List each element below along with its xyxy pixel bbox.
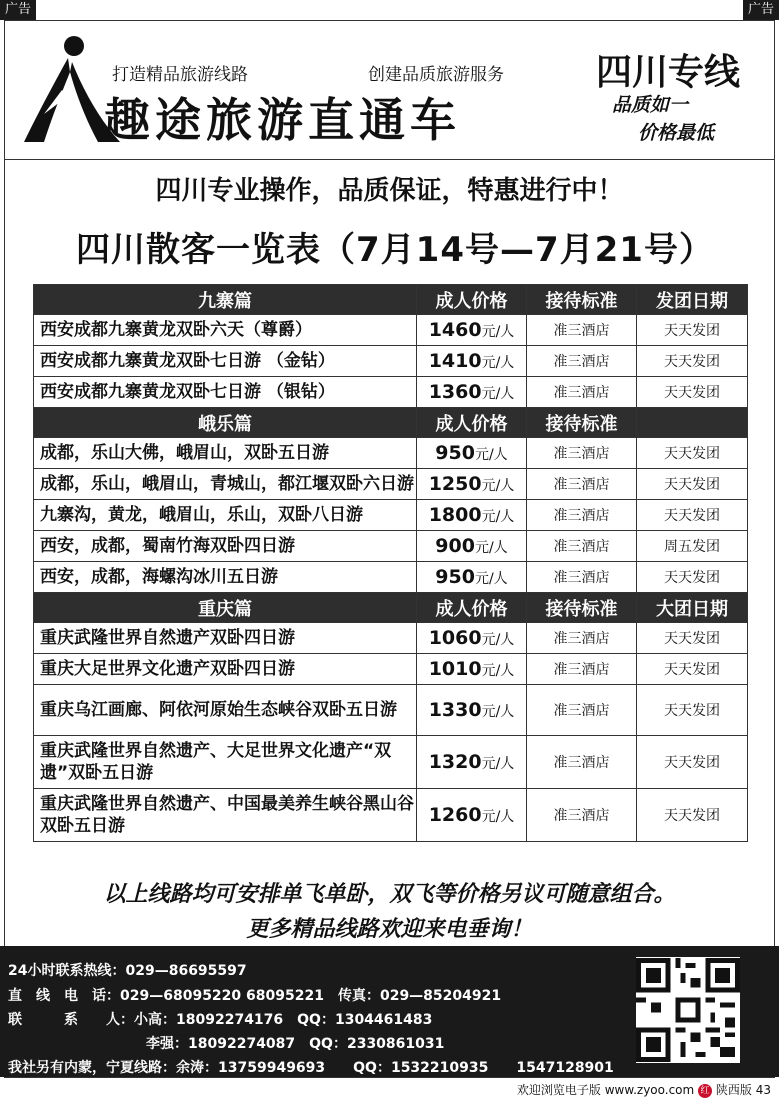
website-text: 欢迎浏览电子版 www.zyoo.com bbox=[516, 1083, 695, 1097]
departure-date: 天天发团 bbox=[637, 438, 748, 469]
brand-name: 趣途旅游直通车 bbox=[104, 93, 461, 147]
hotel-standard: 准三酒店 bbox=[527, 469, 637, 500]
page-title: 四川散客一览表（7月14号—7月21号） bbox=[76, 230, 714, 270]
slogan-1: 打造精品旅游线路 bbox=[112, 65, 248, 85]
price-value: 1330 bbox=[428, 699, 482, 721]
section-name: 峨乐篇 bbox=[34, 408, 417, 438]
table-row bbox=[34, 377, 748, 408]
qr-code-icon bbox=[636, 957, 740, 1063]
price-value: 900 bbox=[435, 535, 475, 557]
hotel-standard: 准三酒店 bbox=[527, 623, 637, 654]
table-row bbox=[34, 654, 748, 685]
col-standard-header: 接待标准 bbox=[527, 593, 637, 623]
price-value: 1460 bbox=[428, 319, 482, 341]
slogan-2: 创建品质旅游服务 bbox=[368, 65, 504, 85]
tour-table bbox=[33, 284, 748, 842]
price-value: 1060 bbox=[428, 627, 482, 649]
price-value: 950 bbox=[435, 566, 475, 588]
departure-date: 天天发团 bbox=[637, 469, 748, 500]
tour-price bbox=[417, 736, 527, 789]
price-unit: 元/人 bbox=[481, 663, 515, 679]
special-sub-2: 价格最低 bbox=[638, 122, 715, 144]
contact-xiaogao: 联 系 人：小高：18092274176 QQ：1304461483 bbox=[8, 1012, 433, 1028]
price-value: 1360 bbox=[428, 381, 482, 403]
departure-date: 天天发团 bbox=[637, 736, 748, 789]
note-combination: 以上线路均可安排单飞单卧，双飞等价格另议可随意组合。 bbox=[103, 882, 676, 907]
tour-name: 重庆乌江画廊、阿依河原始生态峡谷双卧五日游 bbox=[34, 685, 417, 736]
price-unit: 元/人 bbox=[481, 756, 515, 772]
departure-date: 天天发团 bbox=[637, 654, 748, 685]
col-price-header: 成人价格 bbox=[417, 408, 527, 438]
direct-phone: 直 线 电 话：029—68095220 68095221 传真：029—85204921 bbox=[8, 988, 502, 1004]
promo-banner: 四川专业操作，品质保证，特惠进行中！ bbox=[155, 176, 624, 206]
departure-date: 天天发团 bbox=[637, 346, 748, 377]
price-value: 1250 bbox=[428, 473, 482, 495]
price-value: 1010 bbox=[428, 658, 482, 680]
tour-name: 西安，成都，海螺沟冰川五日游 bbox=[34, 562, 417, 593]
tour-price bbox=[417, 346, 527, 377]
price-unit: 元/人 bbox=[481, 632, 515, 648]
price-unit: 元/人 bbox=[481, 809, 515, 825]
price-unit: 元/人 bbox=[481, 704, 515, 720]
contact-liqiang: 李强：18092274087 QQ：2330861031 bbox=[146, 1036, 445, 1052]
hotel-standard: 准三酒店 bbox=[527, 531, 637, 562]
edition-label: 陕西版 bbox=[715, 1083, 752, 1097]
section-name: 九寨篇 bbox=[34, 285, 417, 315]
tour-price bbox=[417, 685, 527, 736]
table-row bbox=[34, 469, 748, 500]
departure-date: 天天发团 bbox=[637, 377, 748, 408]
tour-name: 重庆大足世界文化遗产双卧四日游 bbox=[34, 654, 417, 685]
table-row bbox=[34, 623, 748, 654]
price-value: 950 bbox=[435, 442, 475, 464]
col-standard-header: 接待标准 bbox=[527, 408, 637, 438]
hotel-standard: 准三酒店 bbox=[527, 562, 637, 593]
price-unit: 元/人 bbox=[481, 324, 515, 340]
tour-name: 西安成都九寨黄龙双卧六天（尊爵） bbox=[34, 315, 417, 346]
price-value: 1320 bbox=[428, 751, 482, 773]
hotel-standard: 准三酒店 bbox=[527, 654, 637, 685]
table-row bbox=[34, 685, 748, 736]
ad-label-left: 广告 bbox=[0, 0, 36, 20]
tour-price bbox=[417, 654, 527, 685]
special-line-title: 四川专线 bbox=[596, 51, 741, 93]
tour-name: 成都，乐山，峨眉山，青城山，都江堰双卧六日游 bbox=[34, 469, 417, 500]
hotel-standard: 准三酒店 bbox=[527, 736, 637, 789]
hotel-standard: 准三酒店 bbox=[527, 789, 637, 842]
tour-name: 西安成都九寨黄龙双卧七日游 （金钻） bbox=[34, 346, 417, 377]
note-inquiry: 更多精品线路欢迎来电垂询！ bbox=[246, 917, 533, 942]
price-value: 1410 bbox=[428, 350, 482, 372]
price-unit: 元/人 bbox=[474, 571, 508, 587]
tour-price bbox=[417, 315, 527, 346]
section-name: 重庆篇 bbox=[34, 593, 417, 623]
section-header bbox=[34, 285, 748, 315]
section-header bbox=[34, 593, 748, 623]
departure-date: 天天发团 bbox=[637, 500, 748, 531]
table-row bbox=[34, 531, 748, 562]
table-row bbox=[34, 500, 748, 531]
hotel-standard: 准三酒店 bbox=[527, 377, 637, 408]
section-header bbox=[34, 408, 748, 438]
tour-name: 重庆武隆世界自然遗产、中国最美养生峡谷黑山谷双卧五日游 bbox=[34, 789, 417, 842]
table-row bbox=[34, 346, 748, 377]
table-row bbox=[34, 562, 748, 593]
table-row bbox=[34, 789, 748, 842]
hotel-standard: 准三酒店 bbox=[527, 346, 637, 377]
tour-name: 西安，成都，蜀南竹海双卧四日游 bbox=[34, 531, 417, 562]
tour-price bbox=[417, 500, 527, 531]
col-price-header: 成人价格 bbox=[417, 593, 527, 623]
tour-price bbox=[417, 531, 527, 562]
tour-price bbox=[417, 377, 527, 408]
extra-lines: 我社另有内蒙，宁夏线路：余涛：13759949693 QQ：1532210935 1547128901 bbox=[8, 1060, 614, 1076]
col-date-header: 大团日期 bbox=[637, 593, 748, 623]
departure-date: 天天发团 bbox=[637, 789, 748, 842]
departure-date: 天天发团 bbox=[637, 685, 748, 736]
price-value: 1800 bbox=[428, 504, 482, 526]
tour-name: 西安成都九寨黄龙双卧七日游 （银钻） bbox=[34, 377, 417, 408]
hotline: 24小时联系热线：029—86695597 bbox=[8, 963, 247, 979]
table-row bbox=[34, 315, 748, 346]
ad-label-right: 广告 bbox=[743, 0, 779, 20]
special-sub-1: 品质如一 bbox=[612, 94, 689, 116]
hotel-standard: 准三酒店 bbox=[527, 315, 637, 346]
price-unit: 元/人 bbox=[481, 478, 515, 494]
price-unit: 元/人 bbox=[481, 509, 515, 525]
departure-date: 天天发团 bbox=[637, 315, 748, 346]
page-number: 43 bbox=[755, 1083, 771, 1097]
hotel-standard: 准三酒店 bbox=[527, 500, 637, 531]
tour-name: 重庆武隆世界自然遗产、大足世界文化遗产“双遗”双卧五日游 bbox=[34, 736, 417, 789]
tour-price bbox=[417, 623, 527, 654]
col-date-header: 发团日期 bbox=[637, 285, 748, 315]
table-row bbox=[34, 438, 748, 469]
tour-name: 九寨沟，黄龙，峨眉山，乐山，双卧八日游 bbox=[34, 500, 417, 531]
price-unit: 元/人 bbox=[481, 355, 515, 371]
departure-date: 天天发团 bbox=[637, 562, 748, 593]
tour-name: 成都，乐山大佛，峨眉山，双卧五日游 bbox=[34, 438, 417, 469]
tour-price bbox=[417, 438, 527, 469]
departure-date: 周五发团 bbox=[637, 531, 748, 562]
price-unit: 元/人 bbox=[474, 540, 508, 556]
edition-badge: 红 bbox=[698, 1084, 712, 1098]
price-unit: 元/人 bbox=[474, 447, 508, 463]
bottom-bar bbox=[517, 1081, 771, 1098]
tour-price bbox=[417, 562, 527, 593]
tour-name: 重庆武隆世界自然遗产双卧四日游 bbox=[34, 623, 417, 654]
col-date-header bbox=[637, 408, 748, 438]
price-value: 1260 bbox=[428, 804, 482, 826]
col-standard-header: 接待标准 bbox=[527, 285, 637, 315]
col-price-header: 成人价格 bbox=[417, 285, 527, 315]
hotel-standard: 准三酒店 bbox=[527, 438, 637, 469]
table-row bbox=[34, 736, 748, 789]
departure-date: 天天发团 bbox=[637, 623, 748, 654]
hotel-standard: 准三酒店 bbox=[527, 685, 637, 736]
tour-price bbox=[417, 469, 527, 500]
tour-price bbox=[417, 789, 527, 842]
price-unit: 元/人 bbox=[481, 386, 515, 402]
